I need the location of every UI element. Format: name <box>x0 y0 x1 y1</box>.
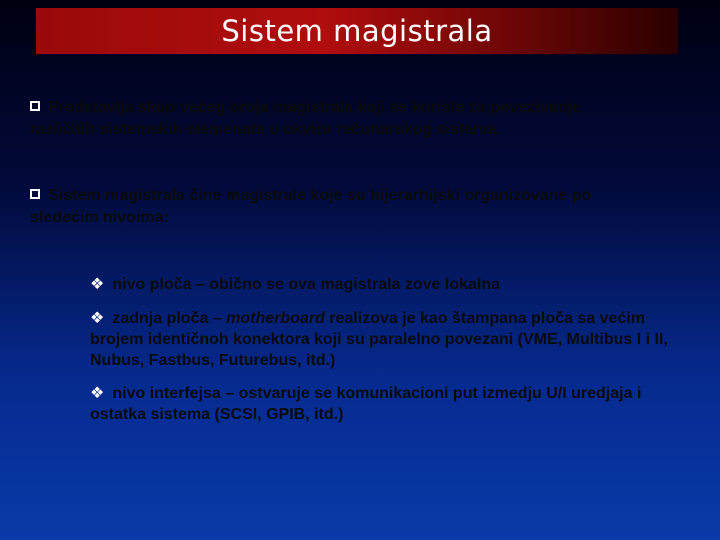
bullet-paragraph-2 <box>30 185 690 229</box>
paragraph-2-part-1: Sistem magistrala čine <box>48 187 226 204</box>
sub-item-3-lead: nivo interfejsa <box>112 385 221 402</box>
sub-item-2-rest: realizova je kao štampana ploča sa većim brojem identičnoh konektora koji su paralelno povezani (VME, Multibus I i II, Nubus, Fastbus, Futurebus, itd.) <box>90 310 668 369</box>
sub-item-3-rest: – ostvaruje se komunikacioni put izmedju U/I uredjaja i ostatka sistema (SCSI, GPIB, itd.) <box>90 385 642 423</box>
sub-item-1-lead: nivo ploča <box>112 276 192 293</box>
sub-item-1-rest: – obično se ova magistrala zove lokalna <box>191 276 501 293</box>
diamond-bullet-icon: ❖ <box>90 385 105 402</box>
bullet-paragraph-1 <box>30 97 690 141</box>
paragraph-1-line-2: različitih sistemskih elemenata u okviru računarskog sistema. <box>30 121 501 138</box>
paragraph-2-part-3: po <box>567 187 592 204</box>
square-bullet-icon <box>30 189 40 199</box>
square-bullet-icon <box>30 101 40 111</box>
paragraph-1-part-3: koji se koriste za povezivanje <box>353 99 581 116</box>
sub-item-2-lead: zadnja ploča – <box>112 310 227 327</box>
title-bar <box>36 8 678 54</box>
sub-item-3 <box>90 383 690 425</box>
diamond-bullet-icon: ❖ <box>90 310 105 327</box>
sub-item-2-emphasis: motherboard <box>226 310 325 327</box>
paragraph-1-highlight: skup većeg broja magistrala <box>137 99 354 116</box>
diamond-bullet-icon: ❖ <box>90 276 105 293</box>
sub-item-2 <box>90 308 690 371</box>
paragraph-2-highlight: magistrale koje su hijerarhijski organizovane <box>225 187 568 204</box>
slide-title: Sistem magistrala <box>221 14 493 48</box>
paragraph-2-line-2: sledećim nivoima: <box>30 209 169 226</box>
sub-item-1 <box>90 274 690 295</box>
paragraph-1-part-1: Predstavlja <box>48 99 138 116</box>
